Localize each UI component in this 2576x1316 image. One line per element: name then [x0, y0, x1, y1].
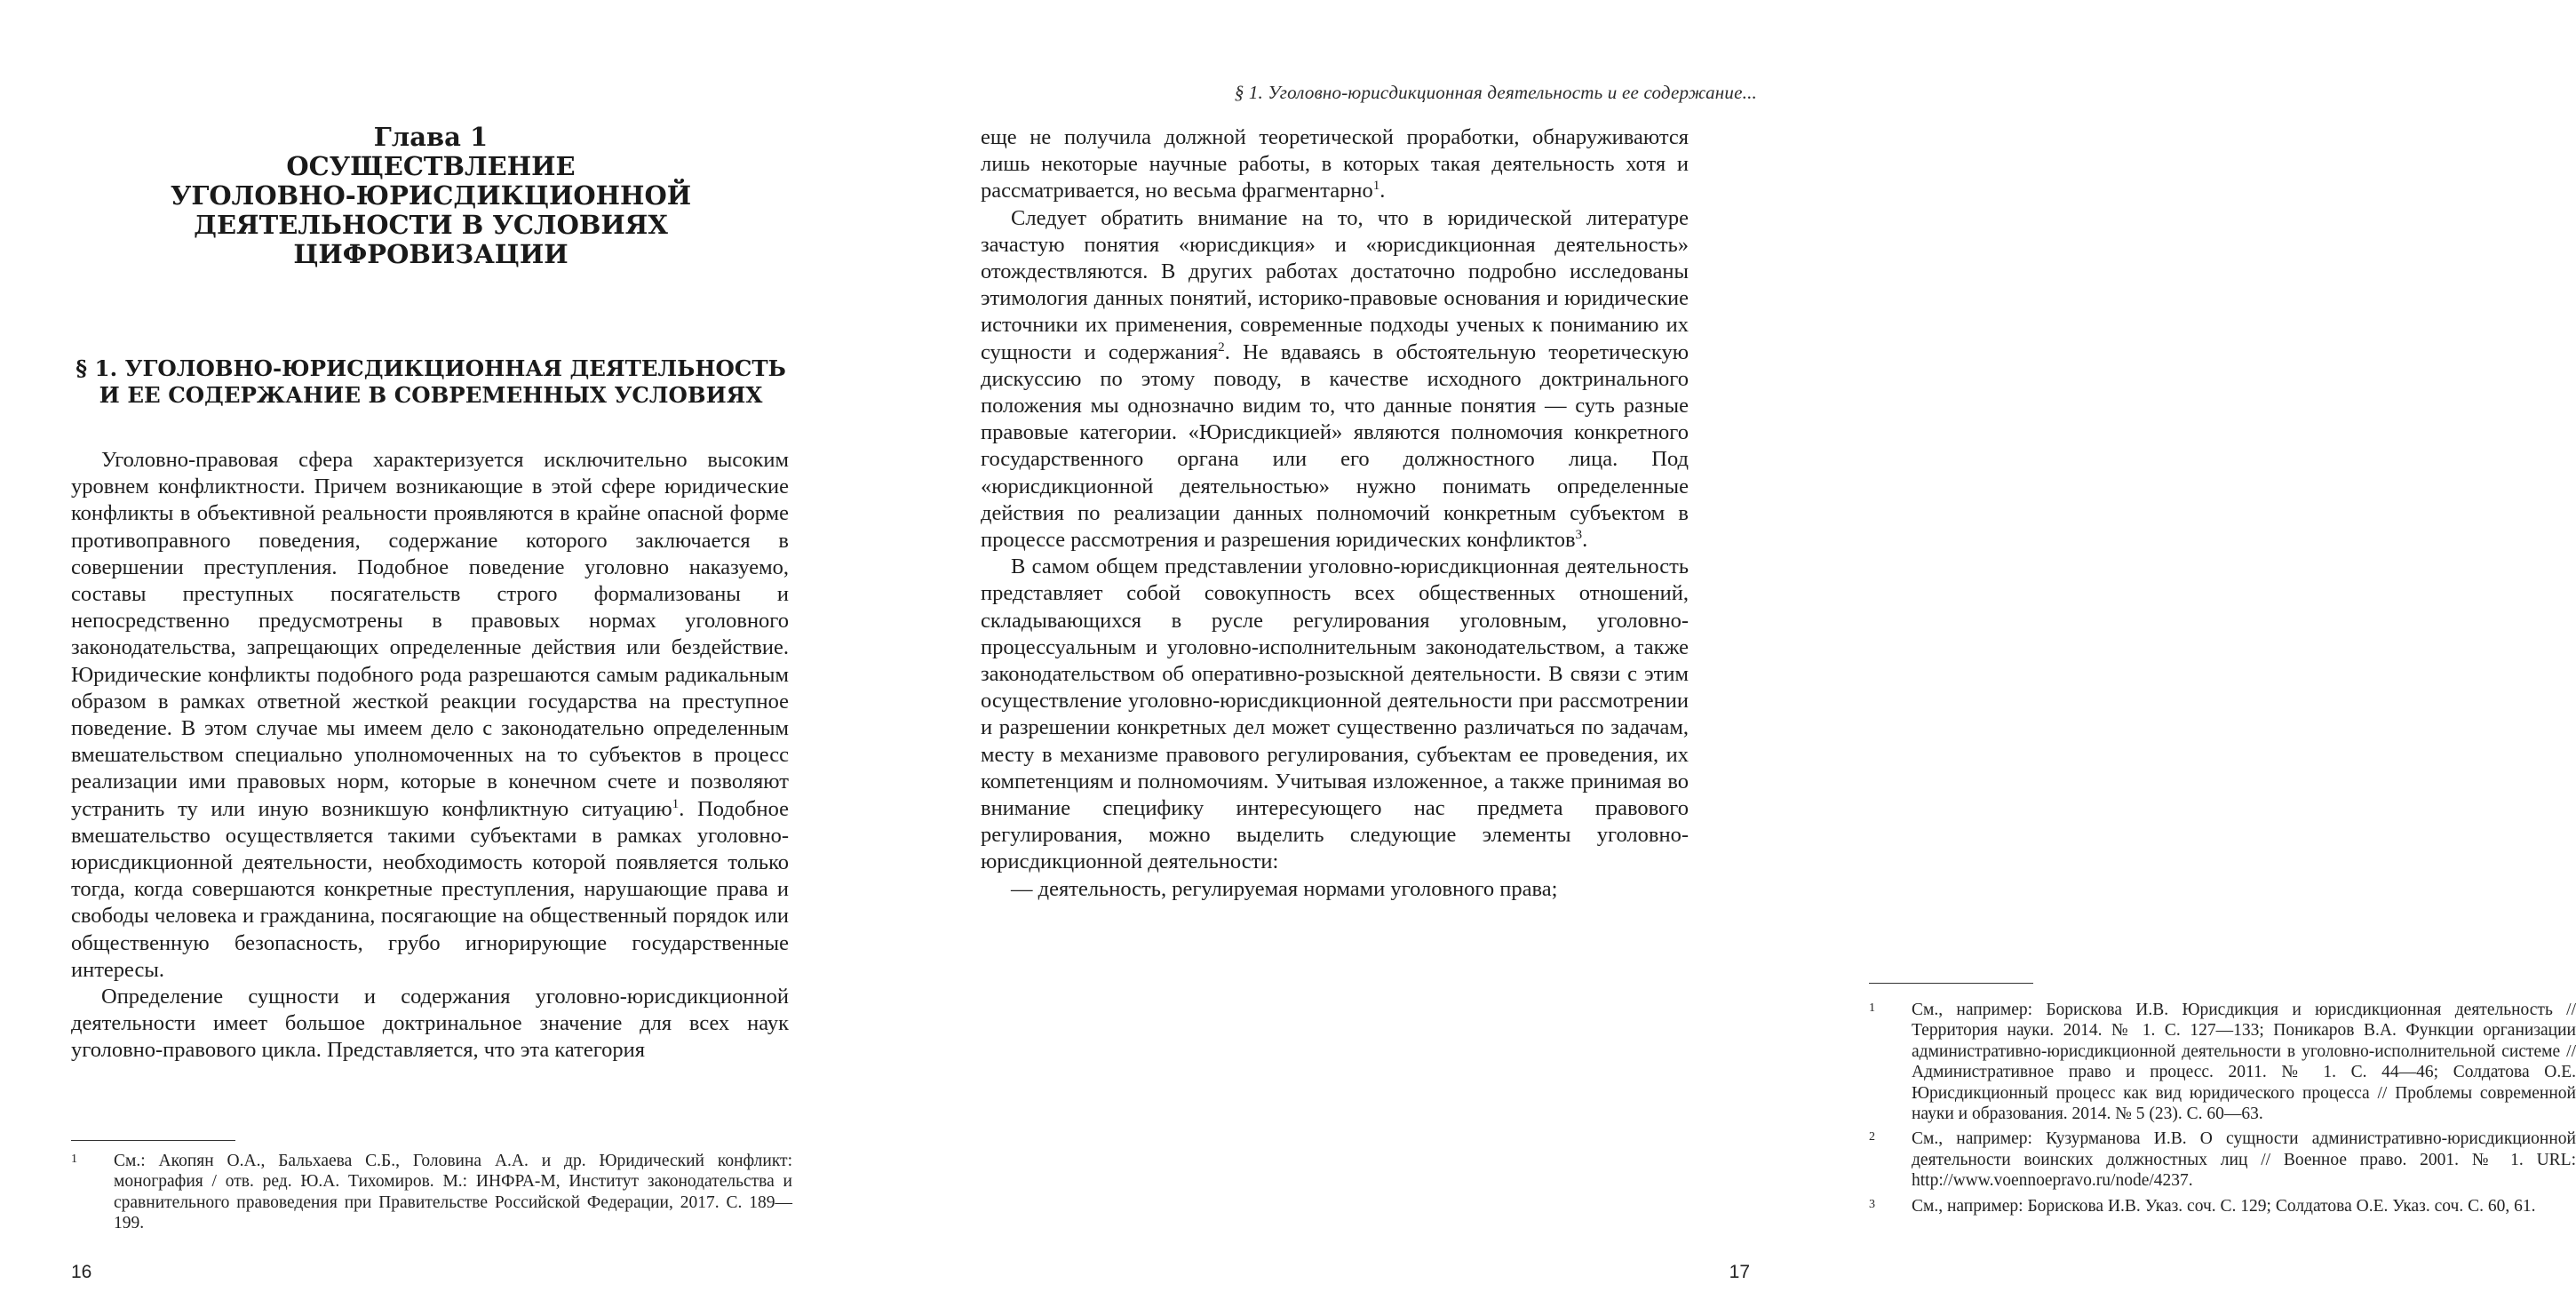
paragraph — [71, 984, 789, 1065]
running-head: § 1. Уголовно-юрисдикционная деятельность и ее содержание... — [1234, 82, 1757, 103]
footnote-number: 3 — [1869, 1197, 1875, 1211]
paragraph — [981, 554, 1689, 875]
section-title-line: § 1. УГОЛОВНО-ЮРИСДИКЦИОННАЯ ДЕЯТЕЛЬНОСТЬ — [76, 355, 786, 381]
footnote-ref[interactable]: 1 — [1372, 178, 1380, 194]
footnote — [1869, 1129, 2576, 1191]
footnote-number: 1 — [1869, 1001, 1875, 1015]
footnote-text: См., например: Борискова И.В. Указ. соч. С. 129; Солдатова О.Е. Указ. соч. С. 60, 61. — [1912, 1196, 2536, 1216]
chapter-label: Глава 1 — [373, 122, 489, 152]
footnote — [1869, 1000, 2576, 1124]
footnote-text: См.: Акопян О.А., Бальхаева С.Б., Головина А.А. и др. Юридический конфликт: монография / отв. ред. Ю.А. Тихомиров. М.: ИНФРА-М, Институт законодательства и сравнительного правоведения при Правительстве Российской Федерации, 2017. С. 189—199. — [114, 1152, 792, 1233]
footnote-number: 2 — [1869, 1130, 1875, 1145]
footnote-separator — [71, 1140, 235, 1141]
footnote-ref[interactable]: 1 — [672, 795, 680, 811]
page-number: 17 — [1729, 1262, 1750, 1282]
body-text — [71, 447, 789, 1065]
footnote-separator — [1869, 983, 2033, 984]
paragraph-text: Уголовно-правовая сфера характеризуется исключительно высоким уровнем конфликтности. Причем возникающие в этой сфере юридические конфликты в объективной реальности проявляются в крайне опасной форме противоправного поведения, содержание которого заключается в совершении преступления. Подобное поведение уголовно наказуемо, составы преступных посягательств строго формализованы и непосредственно предусмотрены в правовых нормах уголовного законодательства, запрещающих определенные действия или бездействие. Юридические конфликты подобного рода разрешаются самым радикальным образом в рамках ответной жесткой реакции государства на преступное поведение. В этом случае мы имеем дело с законодательно определенным вмешательством специально уполномоченных на то субъектов в процесс реализации ими правовых норм, которые в конечном счете и позволяют устранить ту или иную возникшую конфликтную ситуацию — [71, 448, 789, 821]
footnote — [1869, 1196, 2576, 1216]
footnote — [71, 1151, 792, 1234]
paragraph — [71, 447, 789, 984]
chapter-title-line: УГОЛОВНО-ЮРИСДИКЦИОННОЙ — [170, 180, 692, 211]
body-text — [981, 124, 1689, 903]
footnotes — [1869, 1000, 2576, 1221]
left-page — [0, 0, 888, 1316]
paragraph — [981, 205, 1689, 554]
list-item — [981, 876, 1689, 903]
paragraph-text: еще не получила должной теоретической проработки, обнаруживаются лишь некоторые научные работы, в которых такая деятельность хотя и рассматривается, но весьма фрагментарно — [981, 125, 1689, 203]
paragraph — [981, 124, 1689, 205]
page-number: 16 — [71, 1262, 92, 1282]
paragraph-text: В самом общем представлении уголовно-юрисдикционная деятельность представляет собой совокупность всех общественных отношений, складывающихся в русле регулирования уголовным, уголовно-процессуальным и уголовно-исполнительным законодательством, а также законодательством об оперативно-розыскной деятельности. В связи с этим осуществление уголовно-юрисдикционной деятельности при рассмотрении и разрешении конкретных дел может существенно различаться по задачам, месту в механизме правового регулирования, субъектам ее проведения, их компетенциям и полномочиям. Учитывая изложенное, а также принимая во внимание специфику интересующего нас предмета правового регулирования, можно выделить следующие элементы уголовно- юрисдикционной деятельности: — [981, 554, 1689, 874]
chapter-title-line: ОСУЩЕСТВЛЕНИЕ — [286, 151, 576, 181]
section-title-line: И ЕЕ СОДЕРЖАНИЕ В СОВРЕМЕННЫХ УСЛОВИЯХ — [99, 382, 763, 408]
footnote-number: 1 — [71, 1152, 77, 1166]
section-heading — [71, 355, 791, 409]
paragraph-text: Определение сущности и содержания уголовно-юрисдикционной деятельности имеет большое доктринальное значение для всех наук уголовно-правового цикла. Представляется, что эта категория — [71, 985, 789, 1063]
paragraph-text: — деятельность, регулируемая нормами уголовного права; — [1011, 876, 1558, 901]
paragraph-text: Следует обратить внимание на то, что в юридической литературе зачастую понятия «юрисдикция» и «юрисдикционная деятельность» отождествляются. В других работах достаточно подробно исследованы этимология данных понятий, историко-правовые основания и юридические источники их применения, современные подходы ученых к пониманию их сущности и содержания — [981, 205, 1689, 364]
footnote-text: См., например: Кузурманова И.В. О сущности административно-юрисдикционной деятельности воинских должностных лиц // Военное право. 2001. № 1. URL: http://www.voennoepravo.ru/node/4237. — [1912, 1129, 2576, 1191]
paragraph-text: . — [1582, 528, 1588, 553]
paragraph-text: . Подобное вмешательство осуществляется такими субъектами в рамках уголовно-юрисдикционной деятельности, необходимость которой появляется только тогда, когда совершаются конкретные преступления, нарушающие права и свободы человека и гражданина, посягающие на общественный порядок или общественную безопасность, грубо игнорирующие государственные интересы. — [71, 796, 790, 982]
footnotes — [71, 1151, 792, 1239]
paragraph-text: . — [1379, 179, 1386, 203]
chapter-title-line: ЦИФРОВИЗАЦИИ — [293, 239, 568, 269]
chapter-title-line: ДЕЯТЕЛЬНОСТИ В УСЛОВИЯХ — [194, 210, 668, 240]
chapter-heading — [71, 123, 791, 269]
paragraph-text: . Не вдаваясь в обстоятельную теоретическую дискуссию по этому поводу, в качестве исходного доктринального положения мы однозначно видим то, что данные понятия — суть разные правовые категории. «Юрисдикцией» являются полномочия конкретного государственного органа или его должностного лица. Под «юрисдикционной деятельностью» нужно понимать определенные действия по реализации данных полномочий конкретным субъектом в процессе рассмотрения и разрешения юридических конфликтов — [981, 339, 1689, 553]
right-page — [888, 0, 2576, 1316]
footnote-text: См., например: Борискова И.В. Юрисдикция и юрисдикционная деятельность // Территория науки. 2014. № 1. С. 127—133; Поникаров В.А. Функции организации административно-юрисдикционной деятельности в уголовно-исполнительной системе // Административное право и процесс. 2011. № 1. С. 44—46; Солдатова О.Е. Юрисдикционный процесс как вид юридического процесса // Проблемы современной науки и образования. 2014. № 5 (23). С. 60—63. — [1912, 1001, 2576, 1124]
footnote-ref[interactable]: 3 — [1575, 526, 1583, 542]
footnote-ref[interactable]: 2 — [1218, 339, 1225, 355]
